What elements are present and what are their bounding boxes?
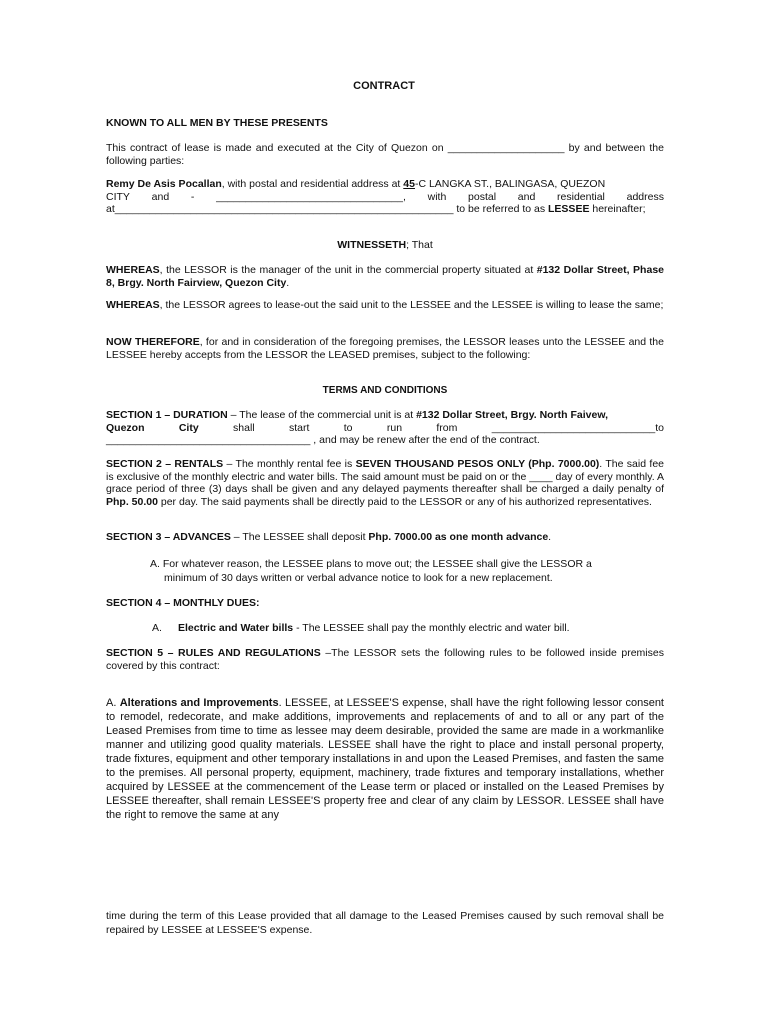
section-4: SECTION 4 – MONTHLY DUES: [106, 597, 260, 609]
known-heading: KNOWN TO ALL MEN BY THESE PRESENTS [106, 117, 328, 129]
section-3: SECTION 3 – ADVANCES – The LESSEE shall deposit Php. 7000.00 as one month advance. [106, 531, 552, 543]
party-line-3: at__________________________________________________________ to be referred to as LESSEE hereinafter; [106, 203, 646, 215]
section-2: SECTION 2 – RENTALS – The monthly rental fee is SEVEN THOUSAND PESOS ONLY (Php. 7000.00). The said fee is exclusive of the monthly electric and water bills. The said amount must be paid on or the ____ day of every monthly. A grace period of three (3) days shall be given and any delayed payments thereafter shall be charged a daily penalty of Php. 50.00 per day. The said payments shall be directly paid to the LESSOR or any of his authorized representatives. [106, 458, 665, 508]
section-1: SECTION 1 – DURATION – The lease of the commercial unit is at #132 Dollar Street, Brgy. North Faivew, Quezon City shall start to run from ____________________________to ___________________________________ , and may be renew after the end of the contract. [106, 409, 664, 446]
intro-paragraph: This contract of lease is made and executed at the City of Quezon on ____________________ by and between the following parties: [106, 142, 664, 167]
section-3-item-a: A. For whatever reason, the LESSEE plans to move out; the LESSEE shall give the LESSOR a minimum of 30 days written or verbal advance notice to look for a new replacement. [150, 558, 592, 584]
whereas-1: WHEREAS, the LESSOR is the manager of the unit in the commercial property situated at #132 Dollar Street, Phase 8, Brgy. North Fairview, Quezon City. [106, 264, 664, 289]
alterations-paragraph: A. Alterations and Improvements. LESSEE, at LESSEE'S expense, shall have the right following lessor consent to remodel, redecorate, and make additions, improvements and replacements of and to all or any part of the Leased Premises from time to time as lessee may deem desirable, provided the same are made in a workmanlike manner and utilizing good quality materials. LESSEE shall have the right to place and install personal property, trade fixtures, equipment and other temporary installations in and upon the Leased Premises, and fasten the same to the premises. All personal property, equipment, machinery, trade fixtures and temporary installations, whether acquired by LESSEE at the commencement of the Lease term or placed or installed on the Leased Premises by LESSEE thereafter, shall remain LESSEE'S property free and clear of any claim by LESSOR. LESSEE shall have the right to remove the same at any [106, 697, 664, 821]
continuation-paragraph: time during the term of this Lease provided that all damage to the Leased Premises caused by such removal shall be repaired by LESSEE at LESSEE'S expense. [106, 910, 664, 936]
whereas-2: WHEREAS, the LESSOR agrees to lease-out the said unit to the LESSEE and the LESSEE is willing to lease the same; [106, 299, 664, 311]
now-therefore: NOW THEREFORE, for and in consideration of the foregoing premises, the LESSOR leases unto the LESSEE and the LESSEE hereby accepts from the LESSOR the LEASED premises, subject to the following: [106, 336, 664, 361]
section-5: SECTION 5 – RULES AND REGULATIONS –The LESSOR sets the following rules to be followed inside premises covered by this contract: [106, 647, 664, 672]
section-4-item-a: A. Electric and Water bills - The LESSEE shall pay the monthly electric and water bill. [152, 622, 570, 634]
party-paragraph [106, 178, 664, 216]
party-line-1: Remy De Asis Pocallan, with postal and residential address at 45-C LANGKA ST., BALINGASA, QUEZON [106, 178, 606, 190]
terms-heading: TERMS AND CONDITIONS [322, 385, 448, 396]
party-line-2: CITY and - ________________________________, with postal and residential address [106, 190, 664, 203]
contract-title: CONTRACT [353, 80, 415, 92]
witnesseth-heading: WITNESSETH; That [337, 239, 433, 251]
